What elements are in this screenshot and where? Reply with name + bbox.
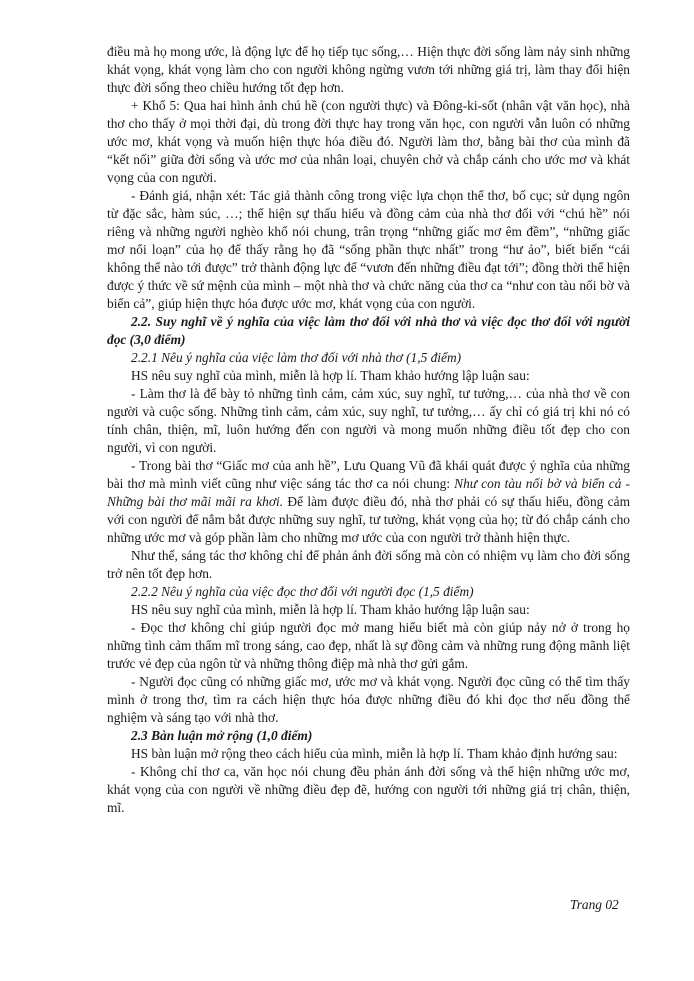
section-heading-2-3: 2.3 Bàn luận mở rộng (1,0 điểm)	[131, 728, 313, 743]
section-heading-2-2: 2.2. Suy nghĩ về ý nghĩa của việc làm thơ đối với nhà thơ và việc đọc thơ đối với người đọc (3,0 điểm)	[107, 314, 630, 347]
subheading-2-2-1: 2.2.1 Nêu ý nghĩa của việc làm thơ đối với nhà thơ (1,5 điểm)	[131, 350, 462, 365]
paragraph-nhu-the: Như thế, sáng tác thơ không chỉ để phản ánh đời sống mà còn có nhiệm vụ làm cho đời sống trở nên tốt đẹp hơn.	[107, 548, 630, 581]
paragraph-giac-mo	[107, 457, 630, 547]
document-page	[107, 43, 630, 817]
paragraph-continuation: điều mà họ mong ước, là động lực để họ tiếp tục sống,… Hiện thực đời sống làm nảy sinh những khát vọng, khát vọng làm cho con người không ngừng vươn tới những giá trị, làm thay đổi hiện thực đời sống theo chiều hướng tốt đẹp hơn.	[107, 44, 630, 95]
subheading-2-2-2: 2.2.2 Nêu ý nghĩa của việc đọc thơ đối với người đọc (1,5 điểm)	[131, 584, 474, 599]
paragraph-intro-2: HS nêu suy nghĩ của mình, miễn là hợp lí. Tham khảo hướng lập luận sau:	[131, 602, 530, 617]
paragraph-lam-tho: - Làm thơ là để bày tỏ những tình cảm, cảm xúc, suy nghĩ, tư tưởng,… của nhà thơ về con người và cuộc sống. Những tình cảm, cảm xúc, suy nghĩ, tư tưởng,… ấy chỉ có giá trị khi nó có tính chân, thiện, mĩ, luôn hướng đến con người và mong muốn những điều tốt đẹp cho con người, vì con người.	[107, 386, 630, 455]
page-number: Trang 02	[570, 897, 619, 912]
paragraph-kho-5: + Khổ 5: Qua hai hình ảnh chú hề (con người thực) và Đông-ki-sốt (nhân vật văn học), nhà thơ cho thấy ở mọi thời đại, dù trong đời thực hay trong văn học, con người vẫn luôn có những ước mơ, khát vọng và muốn hiện thực hóa điều đó. Người làm thơ, bằng bài thơ của mình đã “kết nối” giữa đời sống và ước mơ của nhân loại, chuyên chở và chắp cánh cho ước mơ và khát vọng của con người.	[107, 98, 630, 185]
paragraph-nguoi-doc: - Người đọc cũng có những giấc mơ, ước mơ và khát vọng. Người đọc cũng có thể tìm thấy mình ở trong thơ, tìm ra cách hiện thực hóa được những điều đó khi đọc thơ nếu đồng thể nghiệm và sáng tạo với nhà thơ.	[107, 674, 630, 725]
paragraph-danh-gia: - Đánh giá, nhận xét: Tác giả thành công trong việc lựa chọn thể thơ, bố cục; sử dụng ngôn từ đặc sắc, hàm súc, …; thể hiện sự thấu hiểu và đồng cảm của nhà thơ đối với “chú hề” nói riêng và những người nghèo khổ nói chung, trân trọng “những giấc mơ êm đềm”, “những giấc mơ nổi loạn” của họ để thấy rằng họ đã “sống phần thực nhất” trong “hư ảo”, biết biến “cái không thể nào tới được” trở thành động lực để “vươn đến những điều đạt tới”; đồng thời thể hiện được ý thức về sứ mệnh của mình – một nhà thơ và chức năng của thơ ca “như con tàu nối bờ và biển cả”, giúp hiện thực hóa được ước mơ, khát vọng của con người.	[107, 188, 630, 311]
paragraph-van-hoc: - Không chỉ thơ ca, văn học nói chung đều phản ánh đời sống và thể hiện những ước mơ, khát vọng của con người về những điều đẹp đẽ, hướng con người tới những giá trị chân, thiện, mĩ.	[107, 764, 630, 815]
poem-quote: Như con tàu nối bờ và biển cả - Những bài thơ mãi mãi ra khơi.	[107, 476, 630, 509]
paragraph-giac-mo-part-b: Để làm được điều đó, nhà thơ phải có sự thấu hiểu, đồng cảm với con người để nắm bắt được những suy nghĩ, tư tưởng, khát vọng của họ; từ đó chắp cánh cho những ước mơ và góp phần làm cho những mơ ước của con người trở thành hiện thực.	[107, 494, 630, 545]
paragraph-intro-1: HS nêu suy nghĩ của mình, miễn là hợp lí. Tham khảo hướng lập luận sau:	[131, 368, 530, 383]
paragraph-intro-3: HS bàn luận mở rộng theo cách hiểu của mình, miễn là hợp lí. Tham khảo định hướng sau:	[131, 746, 618, 761]
paragraph-giac-mo-part-a: - Trong bài thơ “Giấc mơ của anh hề”, Lưu Quang Vũ đã khái quát được ý nghĩa của những bài thơ mà mình viết cũng như việc sáng tác thơ ca nói chung:	[107, 458, 630, 491]
paragraph-doc-tho: - Đọc thơ không chỉ giúp người đọc mở mang hiểu biết mà còn giúp nảy nở ở trong họ những tình cảm thẩm mĩ trong sáng, cao đẹp, nhất là sự đồng cảm và những rung động mãnh liệt trước vẻ đẹp của ngôn từ và những thông điệp mà nhà thơ gửi gắm.	[107, 620, 630, 671]
